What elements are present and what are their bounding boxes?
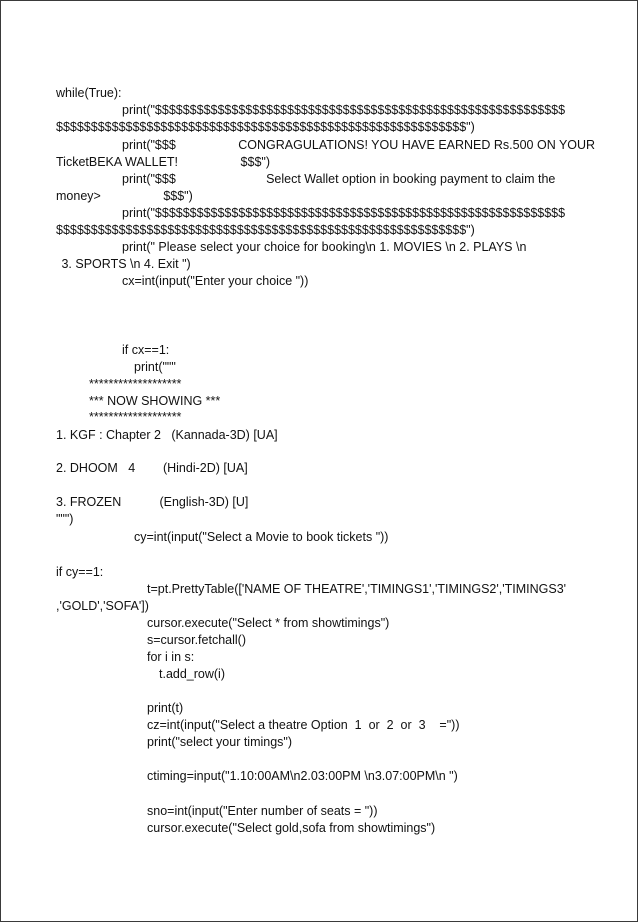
- code-line: print(""": [134, 360, 176, 374]
- code-line: print(t): [147, 701, 184, 715]
- code-line: cursor.execute("Select gold,sofa from showtimings"): [147, 821, 436, 835]
- code-line: ctiming=input("1.10:00AM\n2.03:00PM \n3.07:00PM\n "): [147, 769, 458, 783]
- code-line: print(" Please select your choice for booking\n 1. MOVIES \n 2. PLAYS \n: [122, 240, 527, 254]
- code-line: ,'GOLD','SOFA']): [56, 599, 149, 613]
- code-line: *******************: [89, 377, 182, 391]
- code-line: *** NOW SHOWING ***: [89, 394, 221, 408]
- code-line: $$$$$$$$$$$$$$$$$$$$$$$$$$$$$$$$$$$$$$$$$$$$$$$$$$$$$$$$$$$"): [56, 120, 475, 134]
- code-line: print("select your timings"): [147, 735, 293, 749]
- code-line: if cx==1:: [122, 343, 170, 357]
- code-line: print("$$$ Select Wallet option in booking payment to claim the: [122, 172, 556, 186]
- code-line: while(True):: [56, 86, 122, 100]
- code-line: print("$$$$$$$$$$$$$$$$$$$$$$$$$$$$$$$$$$$$$$$$$$$$$$$$$$$$$$$$$$$: [122, 206, 566, 220]
- code-line: cy=int(input("Select a Movie to book tickets ")): [134, 530, 389, 544]
- code-line: 2. DHOOM 4 (Hindi-2D) [UA]: [56, 461, 248, 475]
- code-line: 3. SPORTS \n 4. Exit "): [58, 257, 191, 271]
- code-line: 3. FROZEN (English-3D) [U]: [56, 495, 249, 509]
- code-line: for i in s:: [147, 650, 195, 664]
- code-line: cursor.execute("Select * from showtimings"): [147, 616, 390, 630]
- code-line: s=cursor.fetchall(): [147, 633, 246, 647]
- code-line: sno=int(input("Enter number of seats = ")): [147, 804, 378, 818]
- code-line: *******************: [89, 410, 182, 424]
- code-line: 1. KGF : Chapter 2 (Kannada-3D) [UA]: [56, 428, 278, 442]
- code-line: TicketBEKA WALLET! $$$"): [56, 155, 270, 169]
- code-line: t=pt.PrettyTable(['NAME OF THEATRE','TIMINGS1','TIMINGS2','TIMINGS3': [147, 582, 567, 596]
- code-line: print("$$$ CONGRAGULATIONS! YOU HAVE EARNED Rs.500 ON YOUR: [122, 138, 596, 152]
- code-line: cx=int(input("Enter your choice ")): [122, 274, 309, 288]
- code-line: if cy==1:: [56, 565, 104, 579]
- code-line: print("$$$$$$$$$$$$$$$$$$$$$$$$$$$$$$$$$$$$$$$$$$$$$$$$$$$$$$$$$$$: [122, 103, 566, 117]
- code-line: """): [56, 512, 74, 526]
- code-line: cz=int(input("Select a theatre Option 1 or 2 or 3 =")): [147, 718, 460, 732]
- code-line: money> $$$"): [56, 189, 193, 203]
- code-line: t.add_row(i): [159, 667, 225, 681]
- code-line: $$$$$$$$$$$$$$$$$$$$$$$$$$$$$$$$$$$$$$$$$$$$$$$$$$$$$$$$$$$"): [56, 223, 475, 237]
